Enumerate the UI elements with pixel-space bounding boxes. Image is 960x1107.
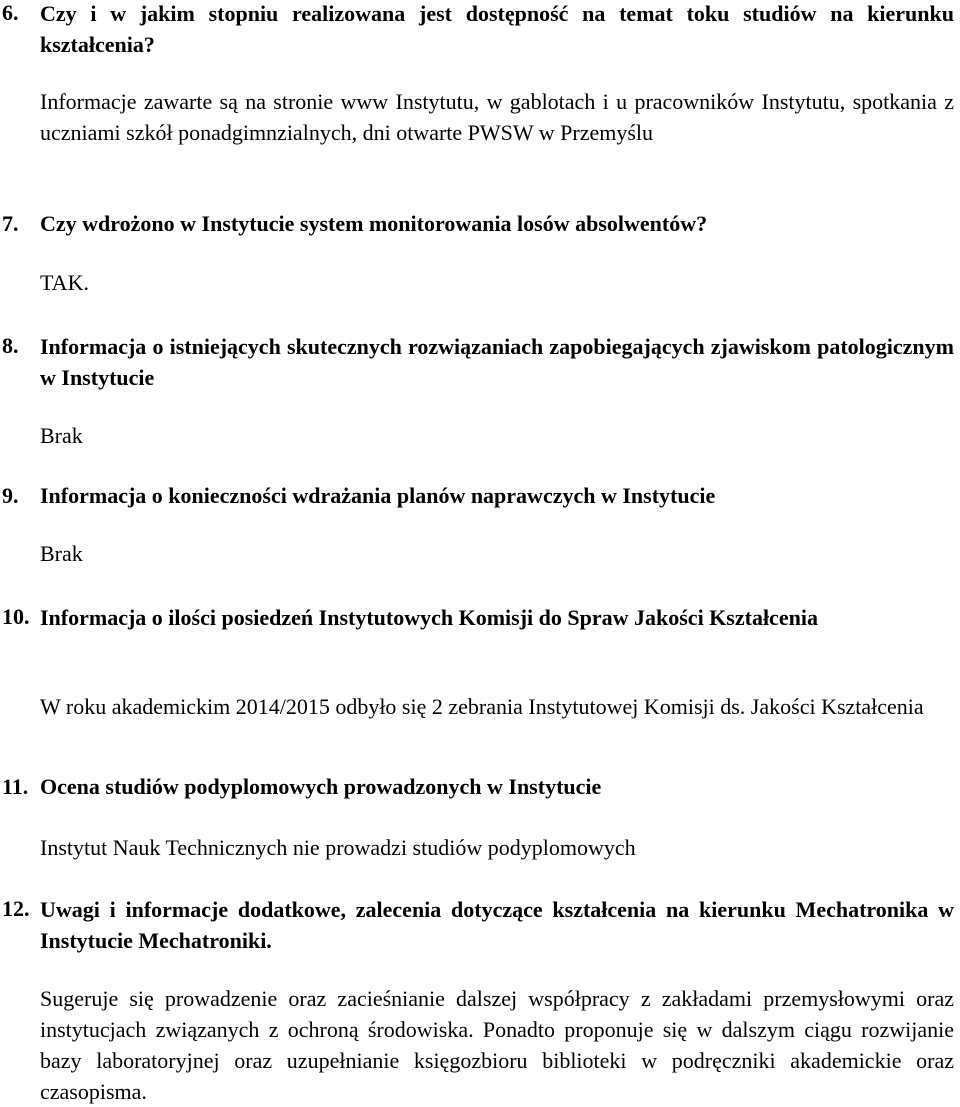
section-number: 11. xyxy=(2,774,29,799)
section-heading: Czy i w jakim stopniu realizowana jest dostępność na temat toku studiów na kierunku kształcenia? xyxy=(40,1,954,57)
section-body: W roku akademickim 2014/2015 odbyło się 2 zebrania Instytutowej Komisji ds. Jakości Kształcenia xyxy=(40,694,924,719)
section-number: 10. xyxy=(2,604,30,629)
section-body: Sugeruje się prowadzenie oraz zacieśnianie dalszej współpracy z zakładami przemysłowymi oraz instytucjach związanych z ochroną środowiska. Ponadto proponuje się w dalszym ciągu rozwijanie bazy laboratoryjnej oraz uzupełnianie księgozbioru biblioteki w podręczniki akademickie oraz czasopisma. xyxy=(40,986,954,1104)
section-number: 7. xyxy=(2,211,19,236)
section-number: 6. xyxy=(2,0,19,25)
section-body: TAK. xyxy=(40,270,89,295)
section-body: Instytut Nauk Technicznych nie prowadzi studiów podyplomowych xyxy=(40,835,636,860)
section-number: 12. xyxy=(2,896,30,921)
section-heading: Czy wdrożono w Instytucie system monitorowania losów absolwentów? xyxy=(40,211,708,236)
section-number: 9. xyxy=(2,483,19,508)
section-body: Brak xyxy=(40,423,83,448)
section-body: Brak xyxy=(40,541,83,566)
section-heading: Ocena studiów podyplomowych prowadzonych w Instytucie xyxy=(40,774,602,799)
section-heading: Informacja o istniejących skutecznych rozwiązaniach zapobiegających zjawiskom patologicznym w Instytucie xyxy=(40,334,954,390)
section-heading: Informacja o ilości posiedzeń Instytutowych Komisji do Spraw Jakości Kształcenia xyxy=(40,605,818,630)
section-number: 8. xyxy=(2,333,19,358)
section-heading: Informacja o konieczności wdrażania planów naprawczych w Instytucie xyxy=(40,483,716,508)
section-body: Informacje zawarte są na stronie www Instytutu, w gablotach i u pracowników Instytutu, spotkania z uczniami szkół ponadgimnzialnych, dni otwarte PWSW w Przemyślu xyxy=(40,89,954,145)
section-heading: Uwagi i informacje dodatkowe, zalecenia dotyczące kształcenia na kierunku Mechatronika w Instytucie Mechatroniki. xyxy=(40,897,954,953)
